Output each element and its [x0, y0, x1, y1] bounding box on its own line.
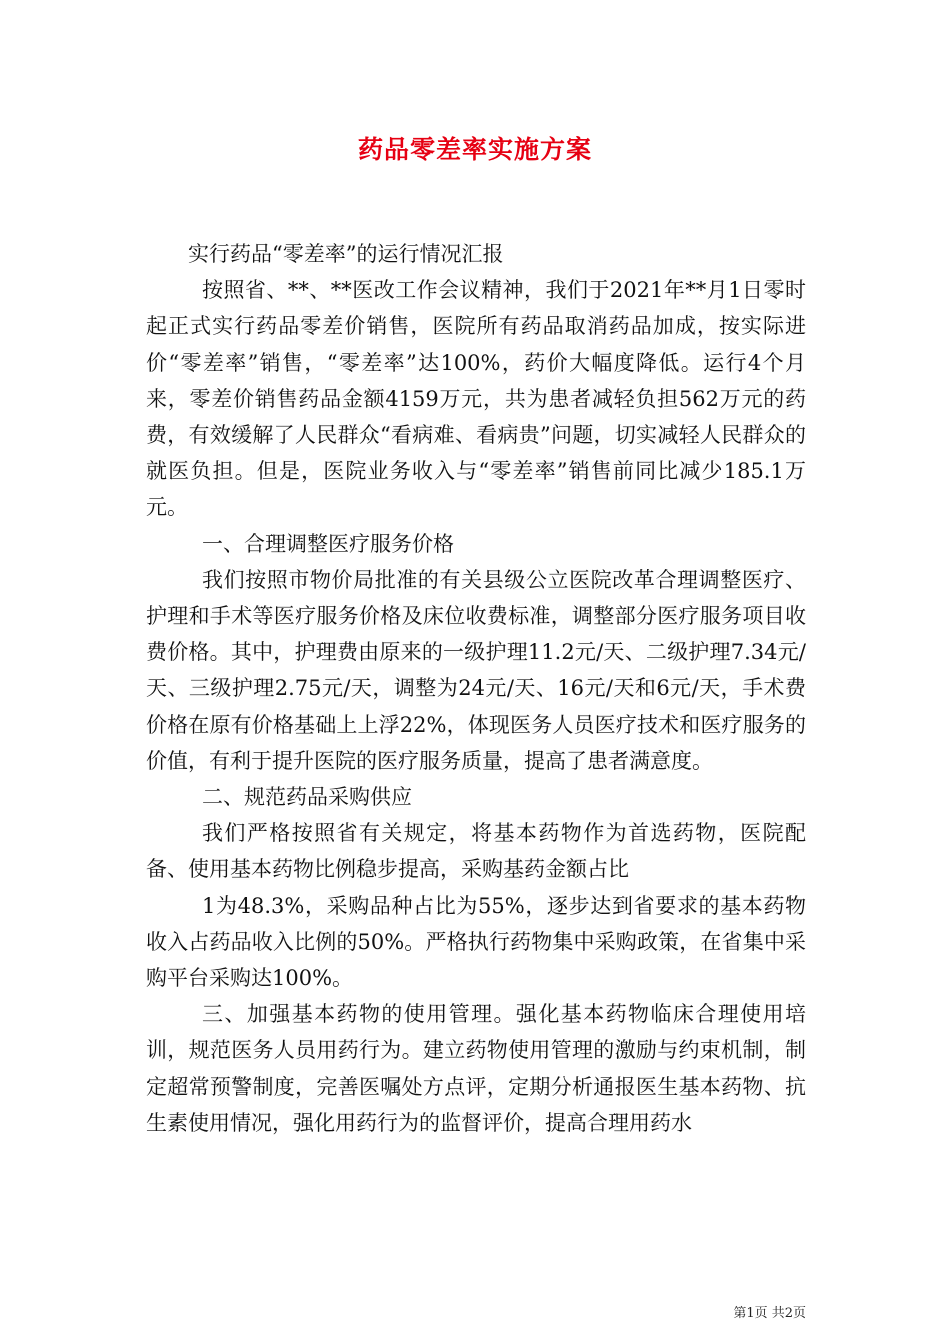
section-heading-2: 二、规范药品采购供应 [202, 785, 412, 810]
page-number: 第1页 共2页 [733, 1306, 806, 1321]
paragraph-intro: 按照省、**、**医改工作会议精神，我们于2021年**月1日零时起正式实行药品零差价销售，医院所有药品取消药品加成，按实际进价“零差率”销售，“零差率”达100%，药价大幅度降低。运行4个月来，零差价销售药品金额4159万元，共为患者减轻负担562万元的药费，有效缓解了人民群众“看病难、看病贵”问题，切实减轻人民群众的就医负担。但是，医院业务收入与“零差率”销售前同比减少185.1万元。 [146, 278, 806, 520]
document-body [146, 236, 806, 1141]
paragraph-section-2a: 我们严格按照省有关规定，将基本药物作为首选药物，医院配备、使用基本药物比例稳步提高，采购基药金额占比 [146, 821, 806, 882]
section-heading-1: 一、合理调整医疗服务价格 [202, 531, 454, 556]
paragraph-section-2b: 1为48.3%，采购品种占比为55%，逐步达到省要求的基本药物收入占药品收入比例的50%。严格执行药物集中采购政策，在省集中采购平台采购达100%。 [146, 893, 806, 991]
report-heading: 实行药品“零差率”的运行情况汇报 [188, 242, 504, 266]
paragraph-section-3: 三、加强基本药物的使用管理。强化基本药物临床合理使用培训，规范医务人员用药行为。建立药物使用管理的激励与约束机制，制定超常预警制度，完善医嘱处方点评，定期分析通报医生基本药物、抗生素使用情况，强化用药行为的监督评价，提高合理用药水 [146, 1002, 806, 1135]
paragraph-section-1: 我们按照市物价局批准的有关县级公立医院改革合理调整医疗、护理和手术等医疗服务价格及床位收费标准，调整部分医疗服务项目收费价格。其中，护理费由原来的一级护理11.2元/天、二级护理7.34元/天、三级护理2.75元/天，调整为24元/天、16元/天和6元/天，手术费价格在原有价格基础上上浮22%，体现医务人员医疗技术和医疗服务的价值，有利于提升医院的医疗服务质量，提高了患者满意度。 [146, 567, 806, 773]
document-title: 药品零差率实施方案 [357, 135, 592, 164]
